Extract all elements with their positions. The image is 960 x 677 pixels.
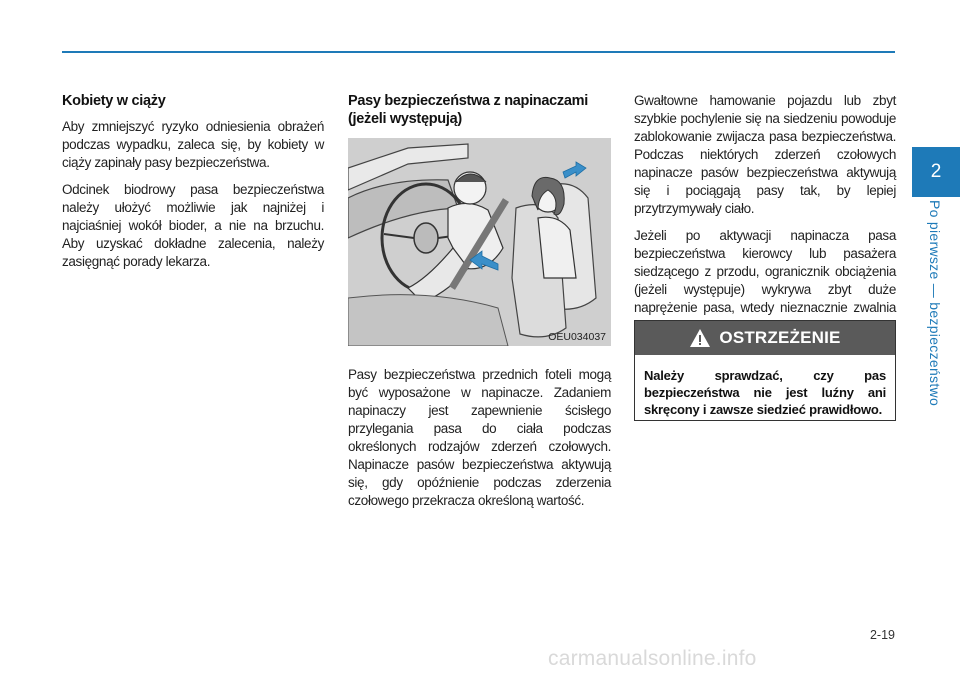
- chapter-title-vertical: [922, 200, 952, 410]
- paragraph: Jeżeli po aktywacji napinacza pasa bezpieczeństwa kierowcy lub pasażera siedzącego z przodu, ogranicznik obciążenia (jeżeli występuje) wykrywa zbyt duże naprężenie pasa, wtedy nieznacznie zwalnia: [634, 228, 896, 315]
- chapter-title: Po pierwsze — bezpieczeństwo: [927, 200, 943, 407]
- header-rule: [62, 51, 895, 53]
- warning-triangle-icon: [689, 328, 711, 348]
- page-number: 2-19: [869, 628, 895, 642]
- warning-title: OSTRZEŻENIE: [719, 328, 841, 347]
- warning-text: Należy sprawdzać, czy pas bezpieczeństwa nie jest luźny ani skręcony i zawsze siedzieć prawidłowo.: [644, 368, 886, 417]
- figure-seatbelt-pretensioner: [348, 138, 611, 346]
- column-pretensioners: [348, 92, 611, 519]
- paragraph: Odcinek biodrowy pasa bezpieczeństwa należy ułożyć możliwie jak najniżej i najciaśniej wokół bioder, a nie na brzuchu. Aby uzyskać dokładne zalecenia, należy zasięgnąć porady lekarza.: [62, 182, 324, 269]
- watermark: carmanualsonline.info: [548, 647, 757, 670]
- paragraph: Aby zmniejszyć ryzyko odniesienia obrażeń podczas wypadku, zaleca się, by kobiety w ciąży zapinały pasy bezpieczeństwa.: [62, 119, 324, 170]
- warning-box: [634, 320, 896, 421]
- section-heading-pregnant: Kobiety w ciąży: [62, 93, 166, 109]
- figure-code: OEU034037: [548, 331, 606, 343]
- section-heading-pretensioners: Pasy bezpieczeństwa z napinaczami (jeżeli występują): [348, 93, 588, 127]
- paragraph: Pasy bezpieczeństwa przednich foteli mogą być wyposażone w napinacze. Zadaniem napinaczy jest zapewnienie ścisłego przylegania pasa do ciała podczas określonych rodzajów zderzeń czołowych. Napinacze pasów bezpieczeństwa aktywują się, gdy opóźnienie podczas zderzenia czołowego przekracza określoną wartość.: [348, 367, 611, 508]
- column-pregnant-women: [62, 92, 324, 280]
- chapter-number: 2: [930, 161, 942, 182]
- chapter-tab[interactable]: [912, 147, 960, 197]
- seatbelt-pretensioner-illustration: [348, 138, 611, 346]
- warning-header: [635, 321, 895, 355]
- paragraph: Gwałtowne hamowanie pojazdu lub zbyt szybkie pochylenie się na siedzeniu powoduje zablokowanie zwijacza pasa bezpieczeństwa. Podczas niektórych zderzeń czołowych napinacze pasów bezpieczeństwa aktywują się i pociągają pasy tak, by lepiej przytrzymywały ciało.: [634, 93, 896, 216]
- column-pretensioner-info: [634, 92, 896, 344]
